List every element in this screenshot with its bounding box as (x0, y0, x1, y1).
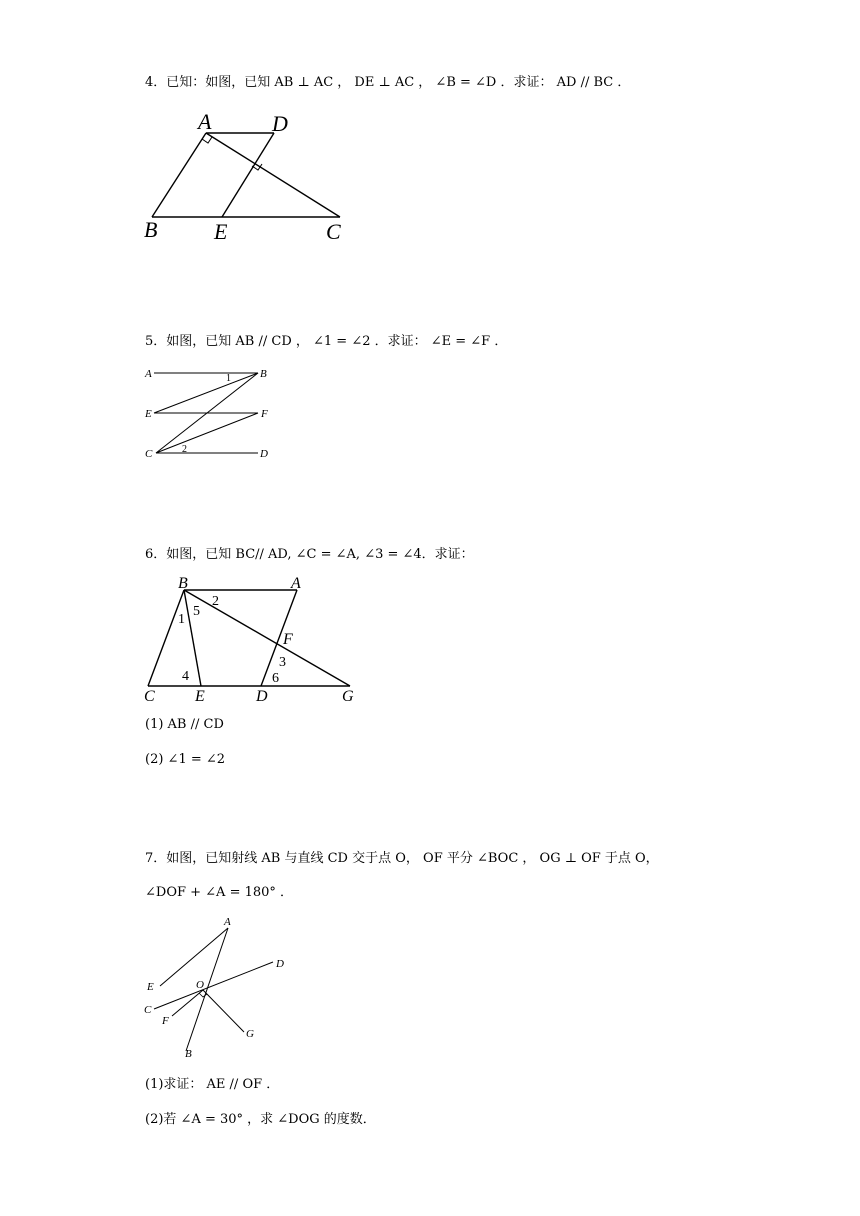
q6-figure (140, 572, 365, 706)
q4-label-c: C (326, 219, 341, 244)
q7-label-d: D (276, 958, 284, 970)
q4-segment-ac (206, 133, 340, 217)
q6-angle-5: 5 (193, 604, 200, 619)
q7-label-o: O (196, 979, 204, 991)
q6-part1: (1) AB // CD (145, 717, 224, 732)
q5-label-c: C (145, 448, 153, 460)
q7-ray-og (203, 990, 244, 1032)
q4-label-a: A (198, 109, 212, 134)
q6-label-b: B (178, 575, 188, 592)
q7-figure (140, 910, 300, 1062)
q6-label-g: G (342, 688, 354, 705)
q6-label-e: E (195, 688, 205, 705)
q7-label-e: E (147, 981, 154, 993)
q7-label-g: G (246, 1028, 254, 1040)
q6-angle-1: 1 (178, 612, 185, 627)
q5-label-b: B (260, 368, 267, 380)
q4-label-b: B (144, 217, 158, 242)
q4-statement: 4．已知：如图，已知 AB ⊥ AC ， DE ⊥ AC ， ∠B = ∠D ．求证： AD // BC ． (145, 75, 631, 90)
q7-ray-of (172, 990, 203, 1016)
q7-part2: (2)若 ∠A = 30° ，求 ∠DOG 的度数． (145, 1112, 376, 1127)
q6-angle-4: 4 (182, 669, 189, 684)
q7-label-b: B (185, 1048, 192, 1060)
q7-label-a: A (224, 916, 231, 928)
q6-part2: (2) ∠1 = ∠2 (145, 752, 226, 767)
q7-part1: (1)求证： AE // OF ． (145, 1077, 280, 1092)
q5-label-f: F (261, 408, 268, 420)
q6-label-d: D (256, 688, 268, 705)
q6-segment-bc (148, 590, 184, 686)
q5-segment-cf (156, 413, 258, 453)
q6-label-c: C (144, 688, 155, 705)
q5-label-d: D (260, 448, 268, 460)
q6-angle-2: 2 (212, 594, 219, 609)
q7-label-c: C (144, 1004, 152, 1016)
q7-statement-line1: 7．如图，已知射线 AB 与直线 CD 交于点 O， OF 平分 ∠BOC ， OG ⊥ OF 于点 O， (145, 851, 659, 866)
q6-angle-3: 3 (279, 655, 286, 670)
q5-figure (140, 362, 280, 464)
q7-label-f: F (162, 1015, 169, 1027)
q4-segment-ab (152, 133, 206, 217)
q4-label-d: D (272, 111, 288, 136)
q5-segment-eb (154, 373, 258, 413)
q4-label-e: E (214, 219, 228, 244)
q5-label-a: A (145, 368, 152, 380)
q5-label-e: E (145, 408, 152, 420)
q7-statement-line2: ∠DOF + ∠A = 180° ． (145, 885, 294, 900)
q6-statement: 6．如图，已知 BC// AD, ∠C = ∠A, ∠3 = ∠4．求证： (145, 547, 474, 562)
q6-angle-6: 6 (272, 671, 279, 686)
q5-statement: 5．如图，已知 AB // CD ， ∠1 = ∠2 ．求证： ∠E = ∠F ． (145, 334, 508, 349)
q4-segment-de (222, 133, 274, 217)
q5-angle-1: 1 (226, 373, 231, 384)
q6-label-a: A (291, 575, 301, 592)
q4-figure (140, 108, 360, 248)
q6-label-f: F (283, 631, 293, 648)
q5-angle-2: 2 (182, 444, 187, 455)
